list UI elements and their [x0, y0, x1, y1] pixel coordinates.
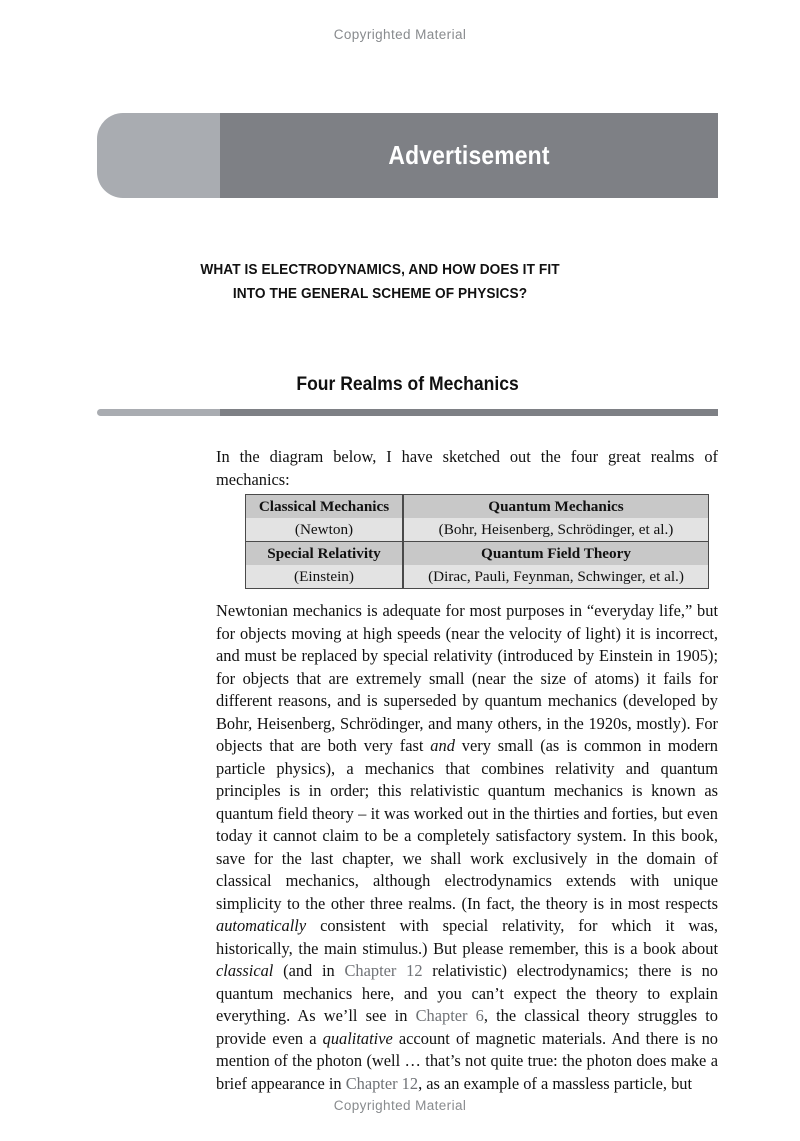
paragraph-text: account of magnetic materials. And there is no mention of the photon (well … that’s not quite true: the photon does make a brief appearance in [216, 1028, 719, 1093]
banner-left-block [97, 113, 221, 198]
paragraph-text: , the classical theory struggles to provide even a [216, 1006, 718, 1048]
emphasis-text: automatically [216, 916, 307, 935]
rule-right-segment [220, 409, 718, 416]
copyright-watermark-bottom: Copyrighted Material [333, 1098, 467, 1113]
emphasis-text: classical [216, 961, 274, 980]
emphasis-text: qualitative [322, 1028, 393, 1048]
paragraph-text: consistent with special relativity, for which it was, historically, the main stimulus.) But please remember, this is a book about [216, 916, 718, 958]
table-cell: (Bohr, Heisenberg, Schrödinger, et al.) [403, 518, 709, 542]
paragraph-text: very small (as is common in modern particle physics), a mechanics that combines relativity and quantum principles is in order; this relativistic quantum mechanics is known as quantum field theory – it was worked out in the thirties and forties, but even today it cannot claim to be a completely satisfactory system. In this book, save for the last chapter, we shall work exclusively in the domain of classical mechanics, although electrodynamics extends with unique simplicity to the other three realms. (In fact, the theory is in most respects [216, 736, 718, 913]
copyright-watermark-top: Copyrighted Material [333, 27, 467, 42]
table-cell: Classical Mechanics [246, 495, 404, 519]
main-paragraph [216, 600, 718, 1095]
table-body [246, 495, 709, 589]
section-divider-rule [97, 409, 718, 416]
banner-title: Advertisement [388, 140, 550, 170]
table-cell: Special Relativity [246, 542, 404, 566]
paragraph-text: (and in [273, 961, 345, 980]
table-row [246, 495, 709, 519]
table-cell: Quantum Field Theory [403, 542, 709, 566]
table-row [246, 542, 709, 566]
four-realms-table [245, 494, 709, 589]
table-cell: Quantum Mechanics [403, 495, 709, 519]
chapter-banner [97, 113, 718, 198]
table-row [246, 565, 709, 589]
table-cell: (Newton) [246, 518, 404, 542]
paragraph-text: relativistic) electrodynamics; there is no quantum mechanics here, and you can’t expect the theory to explain everything. As we’ll see in [216, 961, 718, 1025]
intro-paragraph: In the diagram below, I have sketched out the four great realms of mechanics: [216, 447, 718, 489]
table-row [246, 518, 709, 542]
paragraph-text: Newtonian mechanics is adequate for most purposes in “everyday life,” but for objects moving at high speeds (near the velocity of light) it is incorrect, and must be replaced by special relativity (introduced by Einstein in 1905); for objects that are extremely small (near the size of atoms) it fails for different reasons, and is superseded by quantum mechanics (developed by Bohr, Heisenberg, Schrödinger, and many others, in the 1920s, mostly). For objects that are both very fast [216, 601, 718, 755]
emphasis-text: and [430, 736, 455, 755]
chapter-cross-reference[interactable]: Chapter 12 [345, 1073, 419, 1093]
paragraph-text: , as an example of a massless particle, but [418, 1073, 693, 1093]
section-title-text: Four Realms of Mechanics [296, 373, 519, 395]
section-title [97, 373, 718, 396]
rule-left-segment [97, 409, 221, 416]
chapter-cross-reference[interactable]: Chapter 6 [415, 1006, 484, 1025]
table-cell: (Einstein) [246, 565, 404, 589]
table-cell: (Dirac, Pauli, Feynman, Schwinger, et al.) [403, 565, 709, 589]
chapter-cross-reference[interactable]: Chapter 12 [344, 961, 423, 980]
chapter-heading: WHAT IS ELECTRODYNAMICS, AND HOW DOES IT FIT INTO THE GENERAL SCHEME OF PHYSICS? [200, 261, 560, 302]
